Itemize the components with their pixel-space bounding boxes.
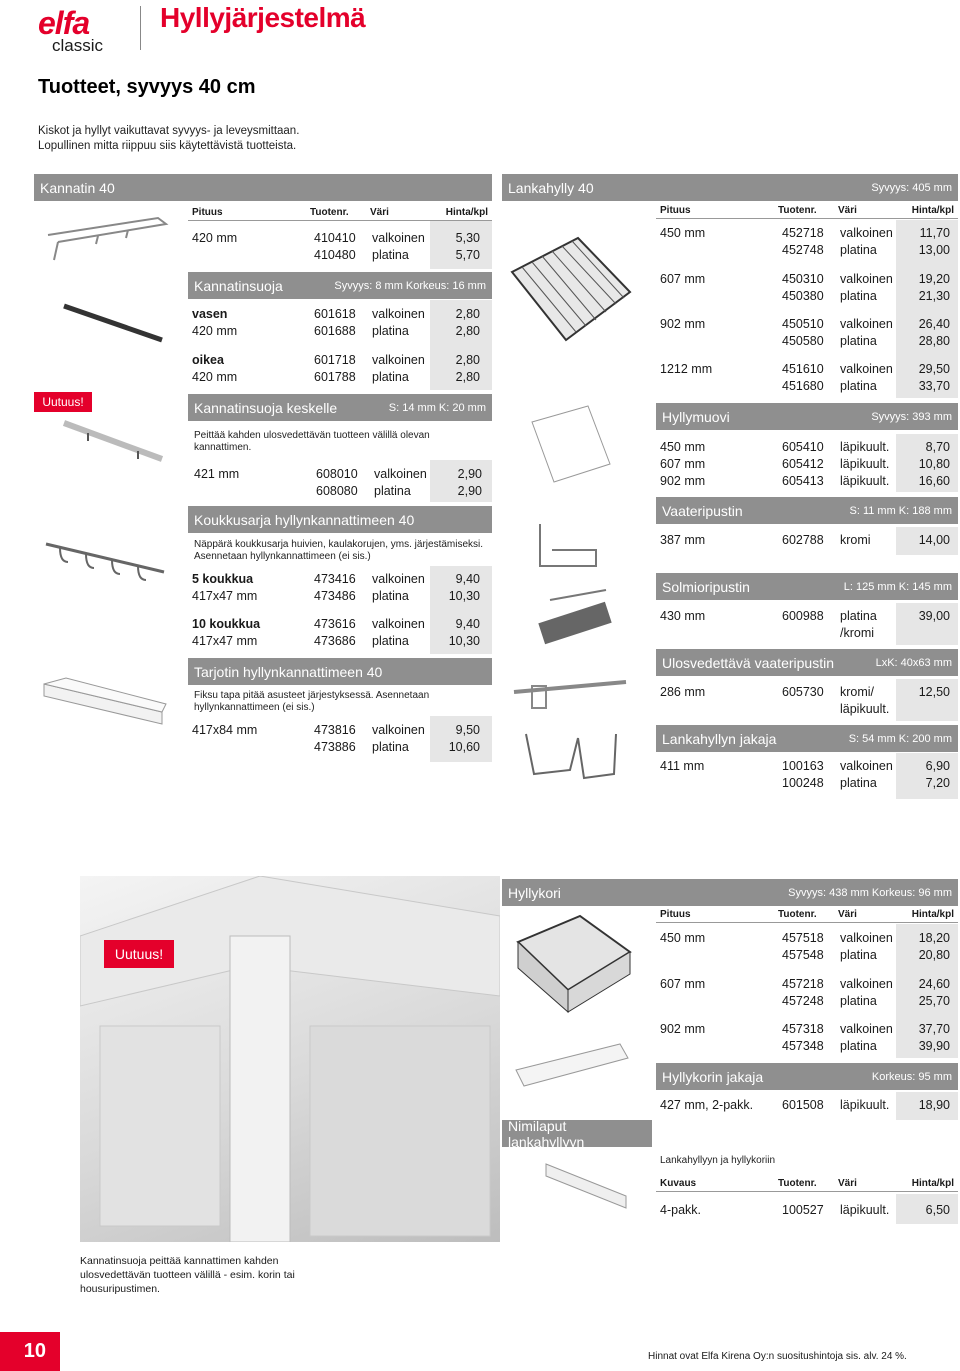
cell: 2,80: [455, 353, 480, 367]
cell: 473816: [314, 723, 356, 737]
cell: 457348: [782, 1039, 824, 1053]
subheader-vaateripustin: [656, 497, 958, 524]
col-vari: Väri: [370, 206, 389, 218]
cell: 5,30: [455, 231, 480, 245]
col-vari: Väri: [838, 1177, 857, 1189]
elfa-logo: [38, 5, 128, 55]
cell: 2,80: [455, 324, 480, 338]
product-description: Lankahyllyyn ja hyllykoriin: [660, 1155, 776, 1166]
subheader-spec: LxK: 40x63 mm: [875, 656, 952, 669]
cell: 457518: [782, 931, 824, 945]
cell: 602788: [782, 533, 824, 547]
cell: platina: [840, 776, 877, 790]
cell: 608010: [316, 467, 358, 481]
section-spec: Syvyys: 438 mm Korkeus: 96 mm: [788, 886, 952, 899]
cell: 457248: [782, 994, 824, 1008]
cell: platina: [840, 609, 877, 623]
cell: läpikuult.: [840, 1098, 890, 1112]
keskelle-image: [58, 415, 168, 467]
subheader-spec: Syvyys: 393 mm: [871, 410, 952, 423]
cell: 450380: [782, 289, 824, 303]
cell: 420 mm: [192, 231, 238, 245]
cell: 473616: [314, 617, 356, 631]
cell: valkoinen: [840, 1022, 893, 1036]
product-description: Näppärä koukkusarja huivien, kaulakorujen, yms. järjestämiseksi. Asennetaan hyllynkannattimeen (ei sis.): [194, 539, 484, 562]
cell: 100248: [782, 776, 824, 790]
cell: valkoinen: [372, 307, 425, 321]
cell: 452718: [782, 226, 824, 240]
subheader-hyllykorin-jakaja: [656, 1063, 958, 1090]
cell: 6,50: [925, 1203, 950, 1217]
cell: 601688: [314, 324, 356, 338]
cell: 902 mm: [660, 317, 706, 331]
cell: 430 mm: [660, 609, 706, 623]
cell: 457318: [782, 1022, 824, 1036]
cell: valkoinen: [840, 317, 893, 331]
col-vari: Väri: [838, 908, 857, 920]
cell: 450310: [782, 272, 824, 286]
intro-line: Lopullinen mitta riippuu siis käytettävistä tuotteista.: [38, 140, 297, 152]
photo-caption: Kannatinsuoja peittää kannattimen kahden ulosvedettävän tuotteen välillä - esim. korin tai housuripustimen.: [80, 1255, 295, 1295]
cell: 2,90: [457, 467, 482, 481]
cell: 10,60: [448, 740, 480, 754]
cell: platina: [840, 948, 877, 962]
cell: 473486: [314, 589, 356, 603]
cell: 26,40: [918, 317, 950, 331]
cell: 33,70: [918, 379, 950, 393]
cell: 6,90: [925, 759, 950, 773]
subheader-spec: Syvyys: 8 mm Korkeus: 16 mm: [334, 279, 486, 292]
hyllykori-photo: [80, 876, 500, 1242]
subheader-solmioripustin: [656, 573, 958, 600]
photo-drawing: [80, 876, 500, 1242]
subheader-spec: S: 11 mm K: 188 mm: [849, 504, 952, 517]
header-divider: [140, 6, 141, 50]
cell: 473686: [314, 634, 356, 648]
col-hinta: Hinta/kpl: [911, 908, 954, 920]
cell: 387 mm: [660, 533, 706, 547]
cell: vasen: [192, 307, 228, 321]
subheader-title: Vaateripustin: [662, 502, 743, 519]
cell: 2,80: [455, 307, 480, 321]
cell: 450 mm: [660, 440, 706, 454]
cell: 100163: [782, 759, 824, 773]
logo-subtext: classic: [52, 36, 104, 55]
cell: valkoinen: [840, 759, 893, 773]
col-pituus: Pituus: [660, 908, 691, 920]
cell: 18,90: [918, 1098, 950, 1112]
cell: 18,20: [918, 931, 950, 945]
cell: 450510: [782, 317, 824, 331]
section-spec: Syvyys: 405 mm: [871, 181, 952, 194]
cell: 417x47 mm: [192, 634, 258, 648]
cell: 607 mm: [660, 272, 706, 286]
cell: 452748: [782, 243, 824, 257]
table-header-nimilaput: [656, 1175, 958, 1192]
cell: läpikuult.: [840, 440, 890, 454]
cell: 8,70: [925, 440, 950, 454]
cell: platina: [372, 634, 409, 648]
section-title: Kannatin 40: [40, 179, 115, 196]
new-badge: Uutuus!: [34, 392, 92, 412]
subheader-title: Hyllymuovi: [662, 408, 730, 425]
cell: 417x47 mm: [192, 589, 258, 603]
cell: 39,00: [918, 609, 950, 623]
cell: 16,60: [918, 474, 950, 488]
cell: 14,00: [918, 533, 950, 547]
cell: platina: [840, 334, 877, 348]
cell: platina: [840, 289, 877, 303]
jakaja-image: [520, 730, 620, 790]
cell: 2,80: [455, 370, 480, 384]
cell: 457548: [782, 948, 824, 962]
cell: 9,40: [455, 572, 480, 586]
cell: valkoinen: [374, 467, 427, 481]
cell: oikea: [192, 353, 224, 367]
cell: 1212 mm: [660, 362, 713, 376]
intro-line: Kiskot ja hyllyt vaikuttavat syvyys- ja leveysmittaan.: [38, 125, 300, 137]
koukkusarja-image: [40, 528, 170, 588]
cell: 601508: [782, 1098, 824, 1112]
cell: platina: [374, 484, 411, 498]
cell: 450 mm: [660, 931, 706, 945]
cell: 9,50: [455, 723, 480, 737]
cell: 39,90: [918, 1039, 950, 1053]
subheader-spec: S: 14 mm K: 20 mm: [388, 401, 486, 414]
kannatin-image: [38, 210, 174, 270]
cell: 457218: [782, 977, 824, 991]
cell: läpikuult.: [840, 457, 890, 471]
cell: 421 mm: [194, 467, 240, 481]
cell: 10 koukkua: [192, 617, 261, 631]
cell: kromi/: [840, 685, 875, 699]
col-tuotenr: Tuotenr.: [778, 204, 817, 216]
cell: platina: [840, 1039, 877, 1053]
col-tuotenr: Tuotenr.: [778, 1177, 817, 1189]
cell: 28,80: [918, 334, 950, 348]
table-header-lankahylly: [656, 202, 958, 219]
cell: 420 mm: [192, 370, 238, 384]
ulosvedettava-image: [508, 662, 632, 722]
cell: 410480: [314, 248, 356, 262]
col-tuotenr: Tuotenr.: [310, 206, 349, 218]
subheader-keskelle: [188, 394, 492, 421]
col-tuotenr: Tuotenr.: [778, 908, 817, 920]
cell: 10,30: [448, 589, 480, 603]
col-pituus: Pituus: [192, 206, 223, 218]
cell: 473886: [314, 740, 356, 754]
section-bar-hyllykori: [502, 879, 958, 906]
cell: 19,20: [918, 272, 950, 286]
cell: valkoinen: [372, 723, 425, 737]
subheader-title: Ulosvedettävä vaateripustin: [662, 654, 834, 671]
section-title: Lankahylly 40: [508, 179, 594, 196]
new-badge: Uutuus!: [104, 940, 174, 968]
page-title: Tuotteet, syvyys 40 cm: [38, 76, 256, 98]
cell: 13,00: [918, 243, 950, 257]
page-number: 10: [0, 1332, 60, 1371]
subheader-kannatinsuoja: [188, 272, 492, 299]
cell: 902 mm: [660, 1022, 706, 1036]
table-header-kannatin: [188, 204, 492, 221]
cell: 9,40: [455, 617, 480, 631]
cell: 21,30: [918, 289, 950, 303]
cell: 25,70: [918, 994, 950, 1008]
cell: 10,30: [448, 634, 480, 648]
subheader-title: Koukkusarja hyllynkannattimeen 40: [194, 511, 415, 528]
cell: 601618: [314, 307, 356, 321]
cell: 20,80: [918, 948, 950, 962]
subheader-title: Solmioripustin: [662, 578, 750, 595]
cell: valkoinen: [840, 272, 893, 286]
cell: kromi: [840, 533, 871, 547]
cell: platina: [840, 243, 877, 257]
subheader-ulosvedettava: [656, 649, 958, 676]
hyllykori-image: [510, 912, 634, 1016]
cell: 11,70: [919, 226, 950, 240]
cell: 605410: [782, 440, 824, 454]
cell: 24,60: [918, 977, 950, 991]
table-header-hyllykori: [656, 906, 958, 923]
cell: 4-pakk.: [660, 1203, 701, 1217]
cell: platina: [372, 589, 409, 603]
subheader-nimilaput: [502, 1117, 652, 1150]
hyllymuovi-image: [528, 404, 614, 484]
cell: 473416: [314, 572, 356, 586]
lankahylly-image: [508, 232, 632, 346]
subheader-title: Hyllykorin jakaja: [662, 1068, 764, 1085]
product-description: Peittää kahden ulosvedettävän tuotteen välillä olevan kannattimen.: [194, 430, 430, 453]
cell: valkoinen: [840, 226, 893, 240]
cell: 29,50: [918, 362, 950, 376]
col-kuvaus: Kuvaus: [660, 1177, 697, 1189]
section-bar-kannatin: [34, 174, 492, 201]
cell: 607 mm: [660, 977, 706, 991]
cell: 601718: [314, 353, 356, 367]
cell: platina: [840, 994, 877, 1008]
col-vari: Väri: [838, 204, 857, 216]
cell: platina: [372, 324, 409, 338]
subheader-title: Kannatinsuoja: [194, 277, 283, 294]
subheader-koukkusarja: [188, 506, 492, 533]
cell: platina: [372, 370, 409, 384]
logo-text: elfa: [38, 5, 90, 41]
cell: 37,70: [918, 1022, 950, 1036]
col-pituus: Pituus: [660, 204, 691, 216]
cell: platina: [840, 379, 877, 393]
cell: 420 mm: [192, 324, 238, 338]
cell: 605413: [782, 474, 824, 488]
cell: 417x84 mm: [192, 723, 258, 737]
cell: valkoinen: [372, 231, 425, 245]
cell: /kromi: [840, 626, 875, 640]
cell: 10,80: [918, 457, 950, 471]
intro-text: [38, 124, 299, 154]
subheader-lankahyllyn-jakaja: [656, 725, 958, 752]
subheader-hyllymuovi: [656, 403, 958, 430]
cell: 411 mm: [660, 759, 705, 773]
brand-title: Hyllyjärjestelmä: [160, 2, 366, 33]
subheader-title: Nimilaput lankahyllyyn: [508, 1117, 585, 1150]
col-hinta: Hinta/kpl: [445, 206, 488, 218]
cell: 451680: [782, 379, 824, 393]
cell: valkoinen: [372, 617, 425, 631]
subheader-title: Lankahyllyn jakaja: [662, 730, 777, 747]
footer-note: Hinnat ovat Elfa Kirena Oy:n suositushintoja sis. alv. 24 %.: [648, 1351, 907, 1362]
cell: 7,20: [925, 776, 950, 790]
cell: platina: [372, 740, 409, 754]
tarjotin-image: [36, 676, 172, 736]
cell: 2,90: [457, 484, 482, 498]
subheader-spec: Korkeus: 95 mm: [871, 1070, 952, 1083]
kannatinsuoja-image: [58, 300, 168, 346]
cell: 286 mm: [660, 685, 706, 699]
nimilaput-image: [540, 1154, 636, 1234]
cell: valkoinen: [840, 931, 893, 945]
cell: 5 koukkua: [192, 572, 254, 586]
subheader-title: Kannatinsuoja keskelle: [194, 399, 338, 416]
solmioripustin-image: [520, 586, 620, 658]
cell: 450 mm: [660, 226, 706, 240]
section-bar-lankahylly: [502, 174, 958, 201]
col-hinta: Hinta/kpl: [911, 204, 954, 216]
cell: platina: [372, 248, 409, 262]
cell: 12,50: [918, 685, 950, 699]
section-title: Hyllykori: [508, 884, 561, 901]
vaateripustin-image: [532, 514, 604, 580]
cell: 451610: [782, 362, 824, 376]
cell: läpikuult.: [840, 1203, 890, 1217]
subheader-spec: S: 54 mm K: 200 mm: [848, 732, 952, 745]
cell: 450580: [782, 334, 824, 348]
cell: valkoinen: [840, 977, 893, 991]
cell: 5,70: [455, 248, 480, 262]
cell: 100527: [782, 1203, 824, 1217]
cell: 902 mm: [660, 474, 706, 488]
cell: valkoinen: [372, 572, 425, 586]
cell: läpikuult.: [840, 702, 890, 716]
cell: valkoinen: [840, 362, 893, 376]
subheader-spec: L: 125 mm K: 145 mm: [843, 580, 952, 593]
product-description: Fiksu tapa pitää asusteet järjestyksessä. Asennetaan hyllynkannattimeen (ei sis.): [194, 690, 430, 713]
cell: valkoinen: [372, 353, 425, 367]
subheader-title: Tarjotin hyllynkannattimeen 40: [194, 663, 383, 680]
hyllykorin-jakaja-image: [510, 1040, 634, 1110]
cell: 608080: [316, 484, 358, 498]
col-hinta: Hinta/kpl: [911, 1177, 954, 1189]
cell: 427 mm, 2-pakk.: [660, 1098, 754, 1112]
cell: 410410: [314, 231, 356, 245]
cell: 600988: [782, 609, 824, 623]
cell: 605412: [782, 457, 824, 471]
cell: 605730: [782, 685, 824, 699]
cell: 601788: [314, 370, 356, 384]
cell: läpikuult.: [840, 474, 890, 488]
subheader-tarjotin: [188, 658, 492, 685]
cell: 607 mm: [660, 457, 706, 471]
